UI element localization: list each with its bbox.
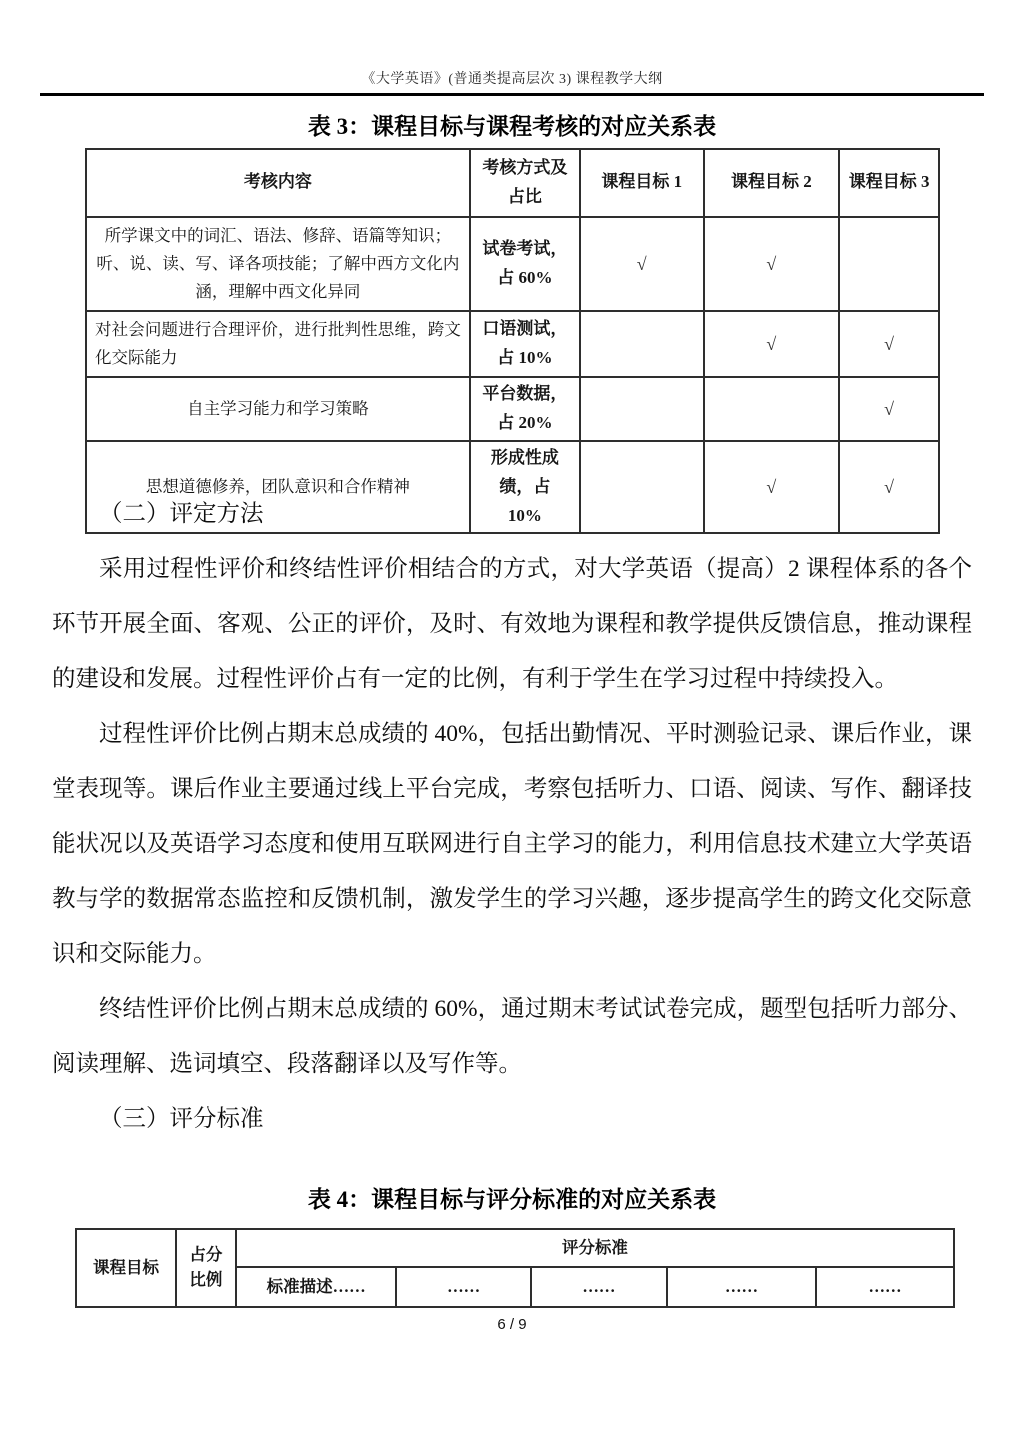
table4-col-ratio: 占分比例 — [176, 1229, 236, 1307]
section-heading-3: （三）评分标准 — [99, 1106, 264, 1132]
assessment-content-cell: 思想道德修养，团队意识和合作精神 — [86, 441, 470, 534]
goal3-check-cell: √ — [839, 311, 939, 377]
header-rule — [40, 93, 984, 96]
table3-header-goal2: 课程目标 2 — [704, 149, 840, 217]
goal3-check-cell — [839, 217, 939, 311]
section-heading-2: （二）评定方法 — [99, 501, 264, 527]
standard-ellipsis-cell: …… — [531, 1267, 667, 1307]
assessment-method-cell: 平台数据，占 20% — [470, 377, 580, 441]
goal3-check-cell: √ — [839, 377, 939, 441]
goal2-check-cell: √ — [704, 441, 840, 534]
body-text — [52, 487, 972, 1147]
assessment-content-cell: 对社会问题进行合理评价，进行批判性思维，跨文化交际能力 — [86, 311, 470, 377]
standard-desc-cell: 标准描述…… — [236, 1267, 397, 1307]
table4-header-row — [76, 1229, 954, 1267]
table3-header-method: 考核方式及占比 — [470, 149, 580, 217]
assessment-method-cell: 形成性成绩，占 10% — [470, 441, 580, 534]
goal2-check-cell: √ — [704, 311, 840, 377]
standard-ellipsis-cell: …… — [816, 1267, 954, 1307]
page-number: 6 / 9 — [497, 1316, 527, 1333]
table3-row — [86, 377, 939, 441]
table3-header-goal3: 课程目标 3 — [839, 149, 939, 217]
table4-col-goal: 课程目标 — [76, 1229, 176, 1307]
goal2-check-cell: √ — [704, 217, 840, 311]
goal2-check-cell — [704, 377, 840, 441]
paragraph-summative-evaluation: 终结性评价比例占期末总成绩的 60%，通过期末考试试卷完成，题型包括听力部分、阅读理解、选词填空、段落翻译以及写作等。 — [52, 996, 972, 1077]
table3 — [85, 148, 940, 534]
table4-col-standard: 评分标准 — [236, 1229, 954, 1267]
table4 — [75, 1228, 955, 1308]
assessment-method-cell: 口语测试，占 10% — [470, 311, 580, 377]
standard-ellipsis-cell: …… — [396, 1267, 530, 1307]
table3-row — [86, 311, 939, 377]
paragraph-evaluation-method: 采用过程性评价和终结性评价相结合的方式，对大学英语（提高）2 课程体系的各个环节开展全面、客观、公正的评价，及时、有效地为课程和教学提供反馈信息，推动课程的建设和发展。过程性评价占有一定的比例，有利于学生在学习过程中持续投入。 — [52, 556, 972, 692]
goal3-check-cell: √ — [839, 441, 939, 534]
goal1-check-cell — [580, 377, 704, 441]
table3-header-content: 考核内容 — [86, 149, 470, 217]
paragraph-formative-evaluation: 过程性评价比例占期末总成绩的 40%，包括出勤情况、平时测验记录、课后作业，课堂表现等。课后作业主要通过线上平台完成，考察包括听力、口语、阅读、写作、翻译技能状况以及英语学习态度和使用互联网进行自主学习的能力，利用信息技术建立大学英语教与学的数据常态监控和反馈机制，激发学生的学习兴趣，逐步提高学生的跨文化交际意识和交际能力。 — [52, 721, 972, 967]
table3-header-row — [86, 149, 939, 217]
running-header: 《大学英语》(普通类提高层次 3) 课程教学大纲 — [361, 72, 663, 87]
goal1-check-cell — [580, 311, 704, 377]
standard-ellipsis-cell: …… — [667, 1267, 816, 1307]
table3-title: 表 3：课程目标与课程考核的对应关系表 — [307, 114, 717, 139]
table4-title: 表 4：课程目标与评分标准的对应关系表 — [307, 1187, 717, 1212]
assessment-content-cell: 自主学习能力和学习策略 — [86, 377, 470, 441]
table3-row — [86, 217, 939, 311]
goal1-check-cell: √ — [580, 217, 704, 311]
assessment-method-cell: 试卷考试，占 60% — [470, 217, 580, 311]
table3-header-goal1: 课程目标 1 — [580, 149, 704, 217]
assessment-content-cell: 所学课文中的词汇、语法、修辞、语篇等知识；听、说、读、写、译各项技能；了解中西方文化内涵，理解中西文化异同 — [86, 217, 470, 311]
